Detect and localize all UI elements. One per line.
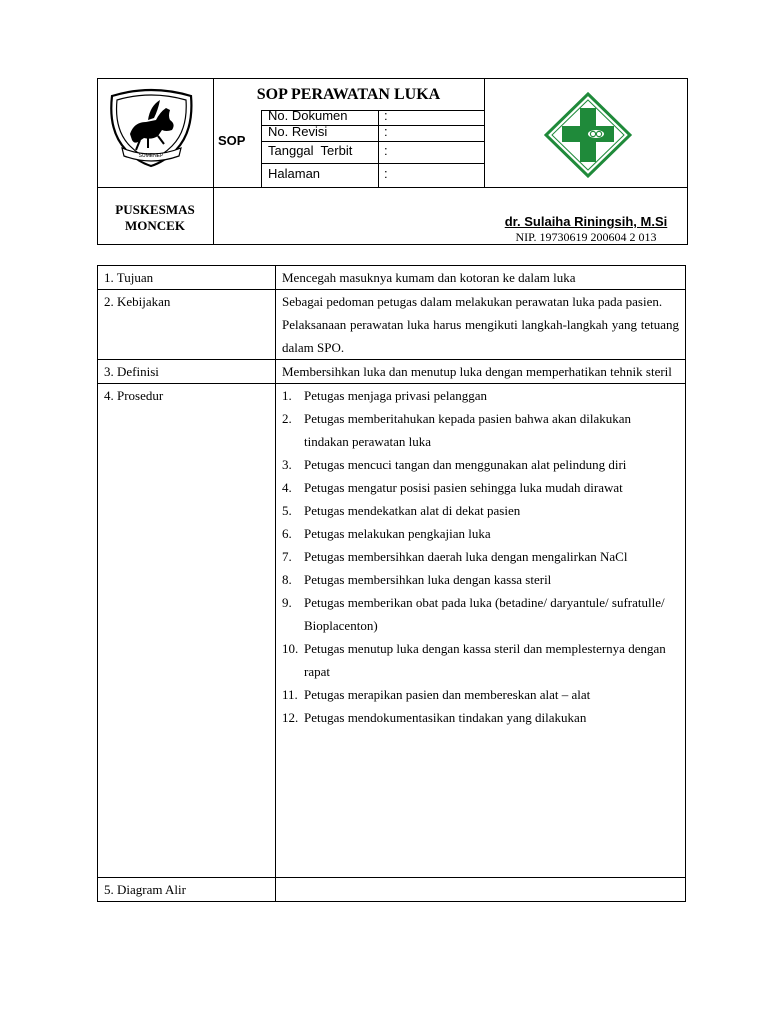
signatory-nip: NIP. 19730619 200604 2 013 <box>515 230 657 244</box>
header-divider <box>261 110 262 187</box>
header-divider <box>261 163 484 164</box>
row-label-definisi: 3. Definisi <box>98 360 276 384</box>
header-divider <box>378 110 379 187</box>
procedure-list <box>282 384 679 729</box>
procedure-step <box>282 476 679 499</box>
procedure-step <box>282 407 679 453</box>
procedure-step-number: 4. <box>282 480 292 495</box>
procedure-step-number: 8. <box>282 572 292 587</box>
puskesmas-cross-logo <box>544 92 632 178</box>
procedure-step-number: 1. <box>282 388 292 403</box>
procedure-step <box>282 568 679 591</box>
row-label-prosedur: 4. Prosedur <box>98 384 276 878</box>
sop-label: SOP <box>218 133 246 148</box>
procedure-step <box>282 637 679 683</box>
regional-emblem-logo <box>104 86 199 168</box>
row-content-definisi: Membersihkan luka dan menutup luka dengan memperhatikan tehnik steril <box>276 360 686 384</box>
row-content-prosedur <box>276 384 686 878</box>
meta-label-halaman: Halaman <box>268 166 321 181</box>
procedure-step-number: 7. <box>282 549 292 564</box>
procedure-step-text: Petugas mendokumentasikan tindakan yang dilakukan <box>304 710 587 725</box>
procedure-step <box>282 522 679 545</box>
table-row-diagram-alir <box>98 878 686 902</box>
procedure-step-text: Petugas memberitahukan kepada pasien bahwa akan dilakukan tindakan perawatan luka <box>304 411 632 449</box>
procedure-step-number: 9. <box>282 595 292 610</box>
emblem-ribbon-text: SUMENEP <box>138 153 164 159</box>
row-content-kebijakan <box>276 290 686 360</box>
signatory-name: dr. Sulaiha Riningsih, M.Si <box>504 214 668 229</box>
procedure-step-number: 5. <box>282 503 292 518</box>
procedure-step-text: Petugas melakukan pengkajian luka <box>304 526 491 541</box>
header-divider <box>261 141 484 142</box>
procedure-step-text: Petugas mencuci tangan dan menggunakan alat pelindung diri <box>304 457 627 472</box>
procedure-step-number: 12. <box>282 710 299 725</box>
procedure-step <box>282 683 679 706</box>
table-row-tujuan <box>98 266 686 290</box>
header-divider <box>484 78 485 187</box>
sop-content-table <box>97 265 686 902</box>
procedure-step <box>282 545 679 568</box>
organization-name-line1: PUSKESMAS <box>115 202 195 217</box>
procedure-step-text: Petugas merapikan pasien dan membereskan alat – alat <box>304 687 591 702</box>
procedure-step-text: Petugas menjaga privasi pelanggan <box>304 388 488 403</box>
procedure-step <box>282 499 679 522</box>
procedure-step-number: 10. <box>282 641 299 656</box>
procedure-step <box>282 591 679 637</box>
row-label-kebijakan: 2. Kebijakan <box>98 290 276 360</box>
procedure-step-text: Petugas membersihkan luka dengan kassa steril <box>304 572 552 587</box>
header-divider <box>97 187 688 188</box>
procedure-step <box>282 706 679 729</box>
procedure-step-number: 3. <box>282 457 292 472</box>
meta-value-tanggal-terbit: : <box>384 143 388 158</box>
organization-name-line2: MONCEK <box>125 218 185 233</box>
procedure-step-number: 11. <box>282 687 298 702</box>
kebijakan-paragraph-2: Pelaksanaan perawatan luka harus mengikuti langkah-langkah yang tetuang dalam SPO. <box>282 317 679 355</box>
procedure-step-text: Petugas menutup luka dengan kassa steril dan memplesternya dengan rapat <box>304 641 666 679</box>
meta-label-no-dokumen: No. Dokumen <box>268 108 348 123</box>
procedure-step-text: Petugas mendekatkan alat di dekat pasien <box>304 503 521 518</box>
row-label-diagram-alir: 5. Diagram Alir <box>98 878 276 902</box>
procedure-step-text: Petugas memberikan obat pada luka (betadine/ daryantule/ sufratulle/ Bioplacenton) <box>304 595 665 633</box>
meta-label-tanggal-terbit: Tanggal Terbit <box>268 143 353 158</box>
procedure-step-text: Petugas membersihkan daerah luka dengan mengalirkan NaCl <box>304 549 628 564</box>
meta-label-no-revisi: No. Revisi <box>268 124 328 139</box>
procedure-step <box>282 453 679 476</box>
meta-value-no-dokumen: : <box>384 108 388 123</box>
table-row-prosedur <box>98 384 686 878</box>
organization-name <box>97 202 213 234</box>
document-title: SOP PERAWATAN LUKA <box>256 86 441 103</box>
table-row-kebijakan <box>98 290 686 360</box>
procedure-step <box>282 384 679 407</box>
row-label-tujuan: 1. Tujuan <box>98 266 276 290</box>
procedure-step-number: 6. <box>282 526 292 541</box>
procedure-step-text: Petugas mengatur posisi pasien sehingga luka mudah dirawat <box>304 480 623 495</box>
table-row-definisi <box>98 360 686 384</box>
procedure-step-number: 2. <box>282 411 292 426</box>
row-content-tujuan: Mencegah masuknya kumam dan kotoran ke dalam luka <box>276 266 686 290</box>
meta-value-no-revisi: : <box>384 124 388 139</box>
meta-value-halaman: : <box>384 166 388 181</box>
row-content-diagram-alir <box>276 878 686 902</box>
kebijakan-paragraph-1: Sebagai pedoman petugas dalam melakukan perawatan luka pada pasien. <box>282 294 663 309</box>
